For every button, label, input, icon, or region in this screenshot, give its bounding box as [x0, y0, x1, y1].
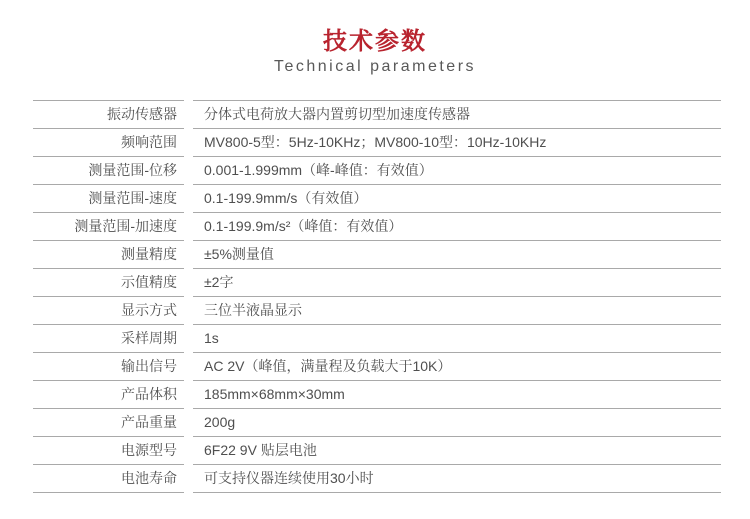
- row-label: 产品体积: [33, 380, 184, 408]
- row-value: 可支持仪器连续使用30小时: [193, 464, 721, 492]
- table-row: [33, 156, 721, 184]
- page-title: 技术参数: [323, 28, 427, 55]
- row-value: 200g: [193, 408, 721, 436]
- table-row: [33, 296, 721, 324]
- column-gap: [184, 100, 193, 128]
- column-gap: [184, 240, 193, 268]
- row-label: 示值精度: [33, 268, 184, 296]
- column-gap: [184, 184, 193, 212]
- row-label: 电池寿命: [33, 464, 184, 492]
- row-value: 0.1-199.9m/s²（峰值：有效值）: [193, 212, 721, 240]
- spec-table: [33, 100, 721, 492]
- row-value: AC 2V（峰值，满量程及负载大于10K）: [193, 352, 721, 380]
- table-row: [33, 184, 721, 212]
- bottom-border-left: [33, 492, 184, 493]
- row-label: 振动传感器: [33, 100, 184, 128]
- row-value: 6F22 9V 贴层电池: [193, 436, 721, 464]
- page-subtitle: Technical parameters: [273, 58, 477, 75]
- table-row: [33, 380, 721, 408]
- row-value: 0.001-1.999mm（峰-峰值：有效值）: [193, 156, 721, 184]
- table-row: [33, 128, 721, 156]
- column-gap: [184, 268, 193, 296]
- table-row: [33, 352, 721, 380]
- table-row: [33, 268, 721, 296]
- table-row: [33, 464, 721, 492]
- row-label: 测量范围-位移: [33, 156, 184, 184]
- table-row: [33, 324, 721, 352]
- column-gap: [184, 156, 193, 184]
- column-gap: [184, 352, 193, 380]
- table-row: [33, 240, 721, 268]
- row-label: 显示方式: [33, 296, 184, 324]
- row-value: 1s: [193, 324, 721, 352]
- row-value: ±5%测量值: [193, 240, 721, 268]
- column-gap: [184, 380, 193, 408]
- row-label: 测量范围-速度: [33, 184, 184, 212]
- table-row: [33, 212, 721, 240]
- row-value: 分体式电荷放大器内置剪切型加速度传感器: [193, 100, 721, 128]
- column-gap: [184, 408, 193, 436]
- table-row: [33, 408, 721, 436]
- bottom-border-right: [193, 492, 721, 493]
- table-row: [33, 436, 721, 464]
- row-value: 185mm×68mm×30mm: [193, 380, 721, 408]
- row-value: MV800-5型：5Hz-10KHz；MV800-10型：10Hz-10KHz: [193, 128, 721, 156]
- column-gap: [184, 296, 193, 324]
- column-gap: [184, 212, 193, 240]
- column-gap: [184, 324, 193, 352]
- column-gap: [184, 128, 193, 156]
- table-row: [33, 100, 721, 128]
- row-value: 0.1-199.9mm/s（有效值）: [193, 184, 721, 212]
- row-label: 测量精度: [33, 240, 184, 268]
- row-label: 输出信号: [33, 352, 184, 380]
- column-gap: [184, 464, 193, 492]
- column-gap: [184, 436, 193, 464]
- row-value: ±2字: [193, 268, 721, 296]
- row-label: 电源型号: [33, 436, 184, 464]
- row-label: 测量范围-加速度: [33, 212, 184, 240]
- row-label: 采样周期: [33, 324, 184, 352]
- row-value: 三位半液晶显示: [193, 296, 721, 324]
- row-label: 产品重量: [33, 408, 184, 436]
- row-label: 频响范围: [33, 128, 184, 156]
